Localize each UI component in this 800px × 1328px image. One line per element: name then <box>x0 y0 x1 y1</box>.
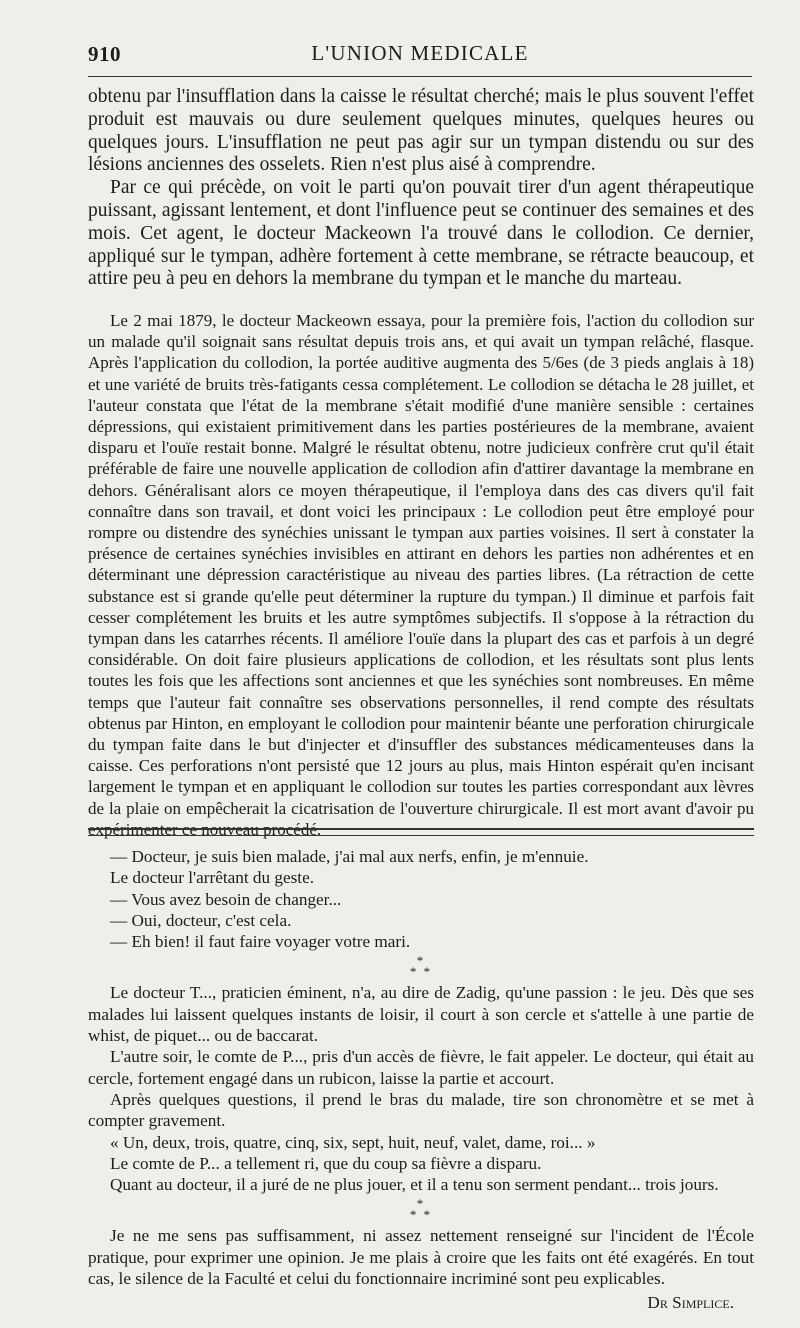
story-paragraph: Après quelques questions, il prend le bras du malade, tire son chronomètre et se met à compter gravement. <box>88 1089 754 1131</box>
page-number: 910 <box>88 42 121 66</box>
asterism-separator: * * * <box>409 953 433 980</box>
intro-section <box>88 86 754 291</box>
dialogue-line: — Oui, docteur, c'est cela. <box>110 910 292 930</box>
author-signature: Dr Simplice. <box>647 1293 734 1313</box>
note-paragraph: Le 2 mai 1879, le docteur Mackeown essaya, pour la première fois, l'action du collodion sur un malade qu'il soignait sans résultat depuis trois ans, et qui avait un tympan relâché, flasque. Après l'application du collodion, la portée auditive augmenta des 5/6es (de 3 pieds anglais à 18) et une variété de bruits très-fatigants cessa complétement. Le collodion se détacha le 28 juillet, et l'auteur constata que l'état de la membrane s'était modifié d'une manière sensible : certaines dépressions, qui existaient primitivement dans les parties postérieures de la membrane, avaient disparu et l'ouïe restait bonne. Malgré le résultat obtenu, notre judicieux confrère crut qu'il était préférable de faire une nouvelle application de collodion afin d'attirer davantage la membrane en dehors. Généralisant alors ce moyen thérapeutique, il l'employa dans des cas divers qu'il fait connaître dans son travail, et dont voici les principaux : Le collodion peut être employé pour rompre ou distendre des synéchies unissant le tympan aux parties voisines. Il sert à constater la présence de certaines synéchies invisibles en attirant en dehors les parties non adhérentes et en déterminant une dépression caractéristique au niveau des parties libres. (La rétraction de cette substance est si grande qu'elle peut déterminer la rupture du tympan.) Il diminue et parfois fait cesser complétement les bruits et les autre symptômes subjectifs. Il s'oppose à la rétraction du tympan dans les catarrhes récents. Il améliore l'ouïe dans la plupart des cas et parfois à un degré considérable. On doit faire plusieurs applications de collodion, et les résultats sont plus lents toutes les fois que les affections sont anciennes et que les synéchies sont nombreuses. En même temps que l'auteur fait connaître ses observations personnelles, il rend compte des résultats obtenus par Hinton, en employant le collodion pour maintenir béante une perforation chirurgicale du tympan faite dans le but d'injecter et d'insuffler des substances médicamenteuses dans la caisse. Ces perforations n'ont persisté que 12 jours au plus, mais Hinton espérait qu'en incisant largement le tympan et en appliquant le collodion sur toutes les parties correspondant aux lèvres de la plaie on empêcherait la cicatrisation de l'ouverture chirurgicale. Il est mort avant d'avoir pu expérimenter ce nouveau procédé. <box>88 311 754 839</box>
story-paragraph: Le docteur T..., praticien éminent, n'a, au dire de Zadig, qu'une passion : le jeu. Dès que ses malades lui laissent quelques instants de loisir, il court à son cercle et s'attelle à une partie de whist, de piquet... ou de baccarat. <box>88 983 754 1046</box>
intro-paragraph-2: Par ce qui précède, on voit le parti qu'on pouvait tirer d'un agent thérapeutique puissant, agissant lentement, et dont l'influence peut se continuer des semaines et des mois. Cet agent, le docteur Mackeown l'a trouvé dans le collodion. Ce dernier, appliqué sur le tympan, adhère fortement à cette membrane, se rétracte beaucoup, et attire peu à peu en dehors la membrane du tympan et le manche du marteau. <box>88 177 754 290</box>
section-divider <box>88 828 754 836</box>
story-paragraph: Quant au docteur, il a juré de ne plus jouer, et il a tenu son serment pendant... trois jours. <box>110 1175 719 1195</box>
story-paragraph: Le comte de P... a tellement ri, que du coup sa fièvre a disparu. <box>110 1153 542 1173</box>
story-paragraph: « Un, deux, trois, quatre, cinq, six, sept, huit, neuf, valet, dame, roi... » <box>110 1132 596 1152</box>
journal-title: L'UNION MEDICALE <box>311 41 529 65</box>
intro-paragraph-1: obtenu par l'insufflation dans la caisse le résultat cherché; mais le plus souvent l'effet produit est mauvais ou dure seulement quelques minutes, quelques heures ou quelques jours. L'insufflation ne peut pas agir sur un tympan distendu ou sur des lésions anciennes des osselets. Rien n'est plus aisé à comprendre. <box>88 86 754 176</box>
dialogue-line: — Vous avez besoin de changer... <box>110 889 342 909</box>
anecdotes-section <box>88 846 754 1314</box>
header-rule <box>88 76 752 77</box>
story-paragraph: L'autre soir, le comte de P..., pris d'un accès de fièvre, le fait appeler. Le docteur, qui était au cercle, fortement engagé dans un rubicon, laisse la partie et accourt. <box>88 1047 754 1088</box>
dialogue-line: Le docteur l'arrêtant du geste. <box>110 868 315 888</box>
page-header <box>88 38 752 70</box>
closing-paragraph: Je ne me sens pas suffisamment, ni assez nettement renseigné sur l'incident de l'École pratique, pour exprimer une opinion. Je me plais à croire que les faits ont été exagérés. En tout cas, le silence de la Faculté et celui du fonctionnaire incriminé sont peu explicables. <box>88 1226 754 1289</box>
collodion-note-section <box>88 310 754 840</box>
asterism-separator: * * * <box>409 1196 433 1223</box>
dialogue-line: — Eh bien! il faut faire voyager votre mari. <box>110 932 411 952</box>
dialogue-line: — Docteur, je suis bien malade, j'ai mal aux nerfs, enfin, je m'ennuie. <box>110 847 589 866</box>
dialogue <box>88 846 754 952</box>
